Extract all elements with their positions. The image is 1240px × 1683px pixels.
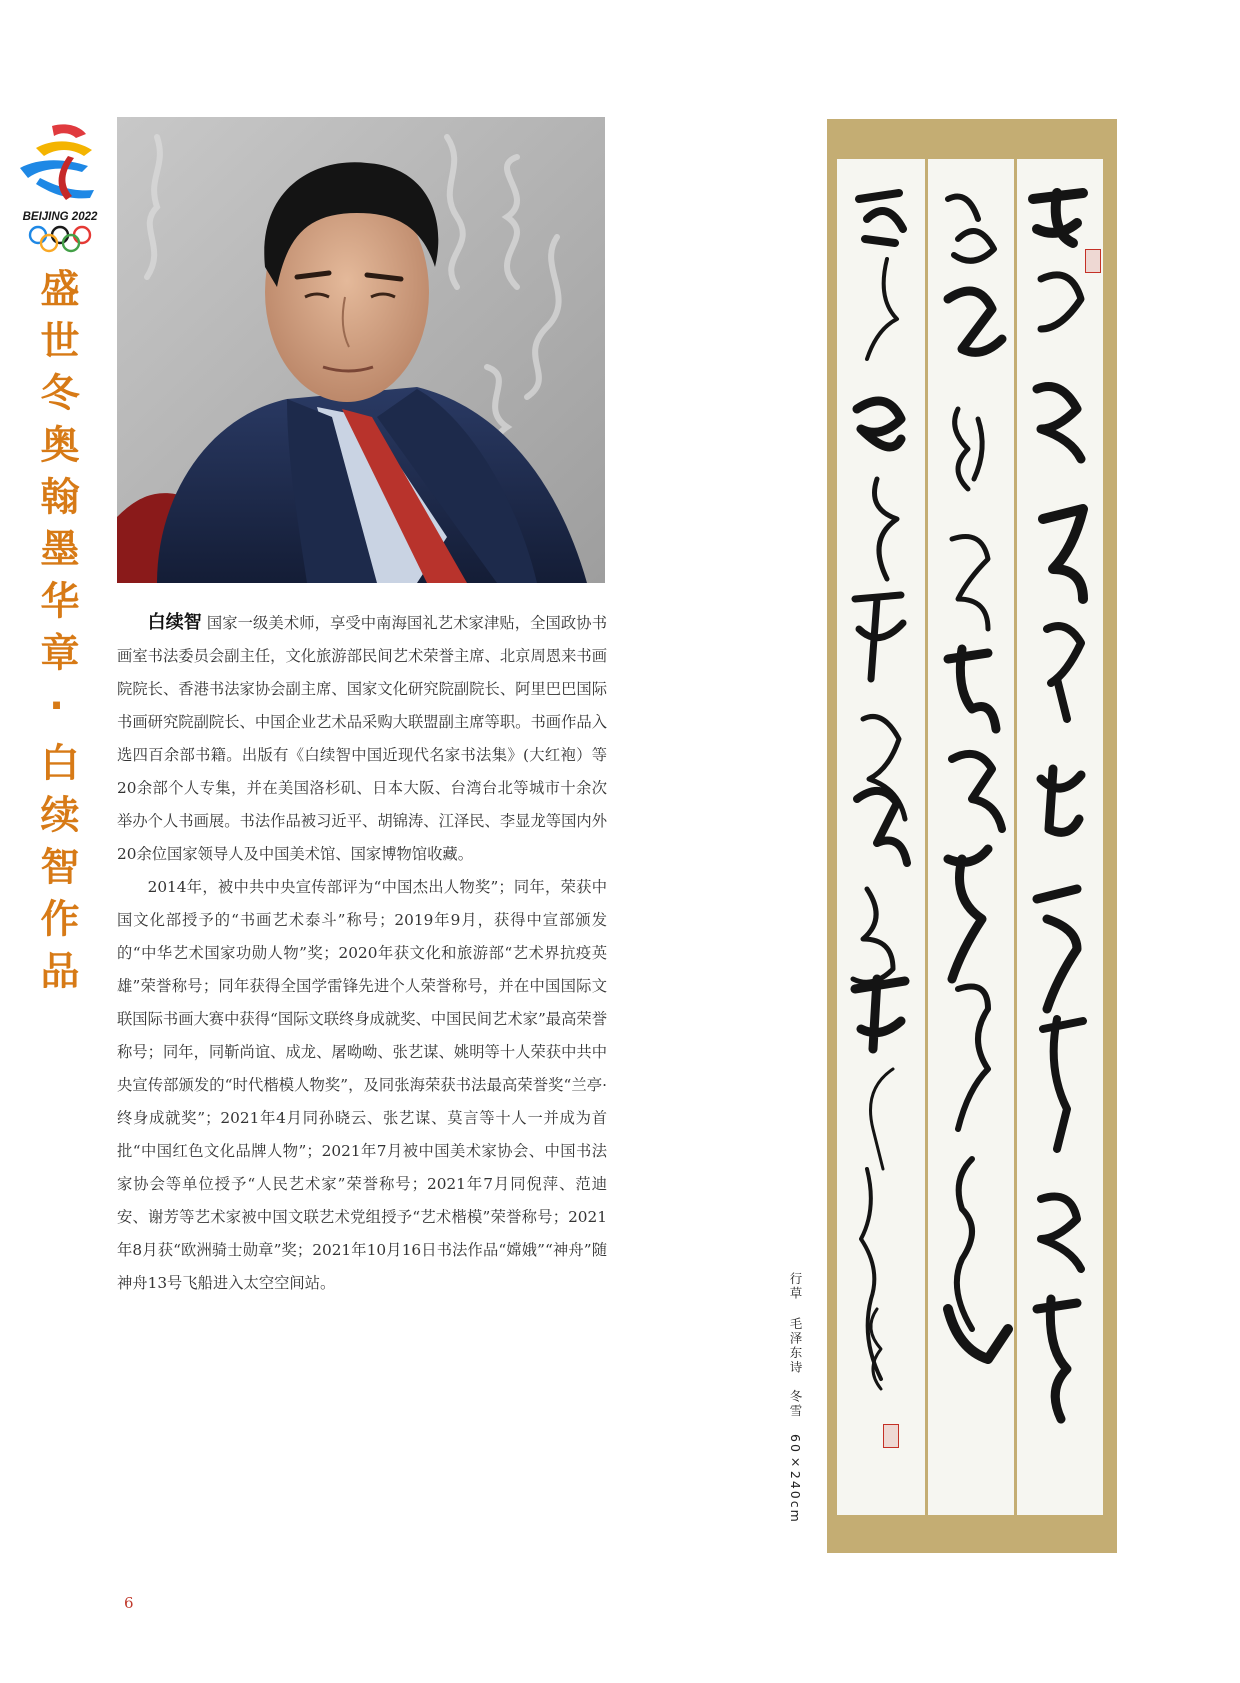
seal-stamp-header xyxy=(1085,249,1101,273)
seal-stamp-signature xyxy=(883,1424,899,1448)
side-title: 盛世冬奥翰墨华章·白续智作品 xyxy=(34,268,79,1002)
calligraphy-scroll xyxy=(827,119,1117,1553)
artwork-size: 60×240cm xyxy=(788,1434,803,1525)
artist-name: 白续智 xyxy=(147,612,202,633)
logo-text: BEIJING 2022 xyxy=(22,211,98,223)
scroll-panel-middle xyxy=(928,159,1014,1515)
artwork-style: 行草 xyxy=(788,1272,803,1301)
bio-paragraph-2: 2014年，被中共中央宣传部评为“中国杰出人物奖”；同年，荣获中国文化部授予的“书画艺术泰斗”称号；2019年9月，获得中宣部颁发的“中华艺术国家功勋人物”奖；2020年获文化和旅游部“艺术界抗疫英雄”荣誉称号；同年获得全国学雷锋先进个人荣誉称号，并在中国国际文联国际书画大赛中获得“国际文联终身成就奖、中国民间艺术家”最高荣誉称号；同年，同靳尚谊、成龙、屠呦呦、张艺谋、姚明等十人荣获中共中央宣传部颁发的“时代楷模人物奖”，及同张海荣获书法最高荣誉奖“兰亭·终身成就奖”；2021年4月同孙晓云、张艺谋、莫言等十人一并成为首批“中国红色文化品牌人物”；2021年7月被中国美术家协会、中国书法家协会等单位授予“人民艺术家”荣誉称号；2021年7月同倪萍、范迪安、谢芳等艺术家被中国文联艺术党组授予“艺术楷模”荣誉称号；2021年8月获“欧洲骑士勋章”奖；2021年10月16日书法作品“嫦娥”“神舟”随神舟13号飞船进入太空空间站。 xyxy=(117,878,607,1292)
page-number: 6 xyxy=(124,1594,134,1612)
artwork-title: 毛泽东诗 冬雪 xyxy=(788,1316,803,1419)
portrait-photo xyxy=(117,117,605,583)
calligraphy-strokes-left xyxy=(837,159,925,1515)
calligraphy-strokes-right xyxy=(1017,159,1103,1515)
artwork-caption xyxy=(786,1262,804,1524)
beijing-2022-logo xyxy=(14,120,106,260)
calligraphy-strokes-middle xyxy=(928,159,1014,1515)
bio-text-1: 国家一级美术师，享受中南海国礼艺术家津贴，全国政协书画室书法委员会副主任，文化旅游部民间艺术荣誉主席、北京周恩来书画院院长、香港书法家协会副主席、国家文化研究院副院长、阿里巴巴国际书画研究院副院长、中国企业艺术品采购大联盟副主席等职。书画作品入选四百余部书籍。出版有《白续智中国近现代名家书法集》(大红袍）等20余部个人专集，并在美国洛杉矶、日本大阪、台湾台北等城市十余次举办个人书画展。书法作品被习近平、胡锦涛、江泽民、李显龙等国内外20余位国家领导人及中国美术馆、国家博物馆收藏。 xyxy=(117,614,607,863)
bio-paragraph-1 xyxy=(117,606,607,871)
scroll-panel-left xyxy=(837,159,925,1515)
biography xyxy=(117,606,607,1300)
scroll-panel-right xyxy=(1017,159,1103,1515)
